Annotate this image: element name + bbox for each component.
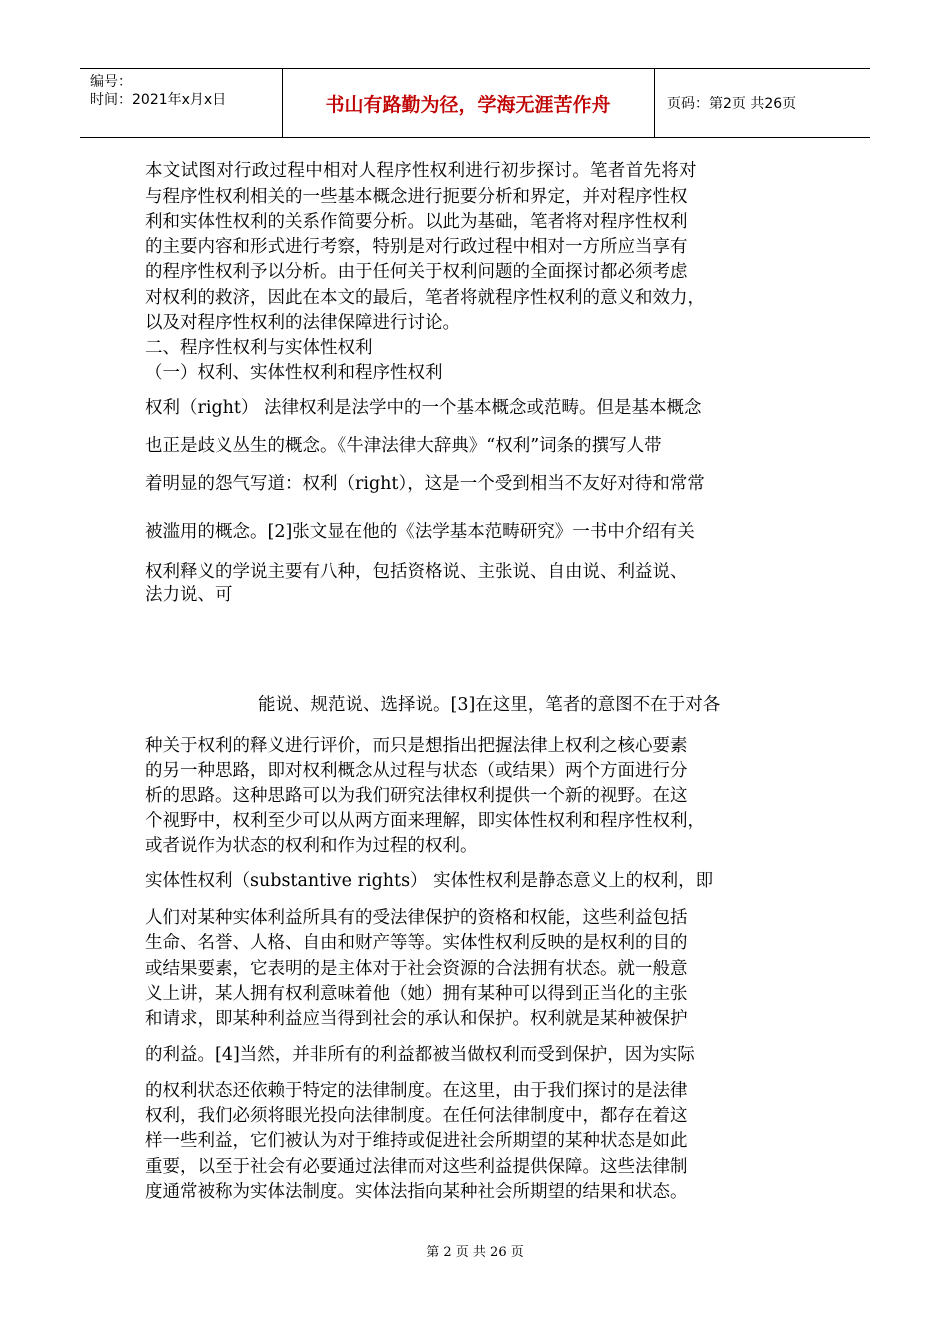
text-line: 能说、规范说、选择说。[3]在这里，笔者的意图不在于对各 [258, 695, 721, 715]
text-line: 析的思路。这种思路可以为我们研究法律权利提供一个新的视野。在这 [145, 786, 688, 806]
subsection-heading: （一）权利、实体性权利和程序性权利 [145, 363, 443, 383]
text-line: 度通常被称为实体法制度。实体法指向某种社会所期望的结果和状态。 [145, 1182, 688, 1202]
section-heading: 二、程序性权利与实体性权利 [145, 338, 373, 358]
text-line: 人们对某种实体利益所具有的受法律保护的资格和权能，这些利益包括 [145, 908, 688, 928]
text-line: 本文试图对行政过程中相对人程序性权利进行初步探讨。笔者首先将对 [145, 161, 697, 181]
text-line: 法力说、可 [145, 585, 233, 605]
text-line: 被滥用的概念。[2]张文显在他的《法学基本范畴研究》一书中介绍有关 [145, 522, 695, 542]
text-line: 的权利状态还依赖于特定的法律制度。在这里，由于我们探讨的是法律 [145, 1081, 688, 1101]
text-line: 重要，以至于社会有必要通过法律而对这些利益提供保障。这些法律制 [145, 1157, 688, 1177]
text-line: 权利（right） 法律权利是法学中的一个基本概念或范畴。但是基本概念 [145, 398, 702, 418]
header-page-cell [655, 69, 870, 137]
document-date-label: 时间：2021年x月x日 [90, 92, 227, 108]
page-footer: 第 2 页 共 26 页 [426, 1245, 524, 1260]
text-line: 或结果要素，它表明的是主体对于社会资源的合法拥有状态。就一般意 [145, 959, 688, 979]
header-meta-cell [80, 69, 283, 137]
text-line: 义上讲，某人拥有权利意味着他（她）拥有某种可以得到正当化的主张 [145, 984, 688, 1004]
header-motto-cell [282, 69, 655, 137]
text-line: 着明显的怨气写道：权利（right），这是一个受到相当不友好对待和常常 [145, 474, 705, 494]
text-line: 实体性权利（substantive rights） 实体性权利是静态意义上的权利，即 [145, 871, 714, 891]
text-line: 生命、名誉、人格、自由和财产等等。实体性权利反映的是权利的目的 [145, 933, 688, 953]
text-line: 的主要内容和形式进行考察，特别是对行政过程中相对一方所应当享有 [145, 237, 688, 257]
text-line: 的利益。[4]当然，并非所有的利益都被当做权利而受到保护，因为实际 [145, 1045, 695, 1065]
text-line: 和请求，即某种利益应当得到社会的承认和保护。权利就是某种被保护 [145, 1009, 688, 1029]
text-line: 样一些利益，它们被认为对于维持或促进社会所期望的某种状态是如此 [145, 1131, 688, 1151]
text-line: 与程序性权利相关的一些基本概念进行扼要分析和界定，并对程序性权 [145, 187, 688, 207]
text-line: 的程序性权利予以分析。由于任何关于权利问题的全面探讨都必须考虑 [145, 262, 688, 282]
header-motto: 书山有路勤为径，学海无涯苦作舟 [325, 94, 611, 116]
text-line: 对权利的救济，因此在本文的最后，笔者将就程序性权利的意义和效力， [145, 288, 705, 308]
document-number-label: 编号： [90, 74, 132, 90]
text-line: 利和实体性权利的关系作简要分析。以此为基础，笔者将对程序性权利 [145, 212, 688, 232]
text-line: 权利，我们必须将眼光投向法律制度。在任何法律制度中，都存在着这 [145, 1106, 688, 1126]
text-line: 种关于权利的释义进行评价，而只是想指出把握法律上权利之核心要素 [145, 736, 688, 756]
text-line: 权利释义的学说主要有八种，包括资格说、主张说、自由说、利益说、 [145, 562, 688, 582]
text-line: 个视野中，权利至少可以从两方面来理解，即实体性权利和程序性权利， [145, 811, 705, 831]
text-line: 的另一种思路，即对权利概念从过程与状态（或结果）两个方面进行分 [145, 761, 688, 781]
text-line: 也正是歧义丛生的概念。《牛津法律大辞典》“权利”词条的撰写人带 [145, 436, 662, 456]
text-line: 或者说作为状态的权利和作为过程的权利。 [145, 836, 478, 856]
text-line: 以及对程序性权利的法律保障进行讨论。 [145, 313, 460, 333]
header-page-info: 页码：第2页 共26页 [667, 96, 797, 112]
page-header [80, 68, 870, 138]
